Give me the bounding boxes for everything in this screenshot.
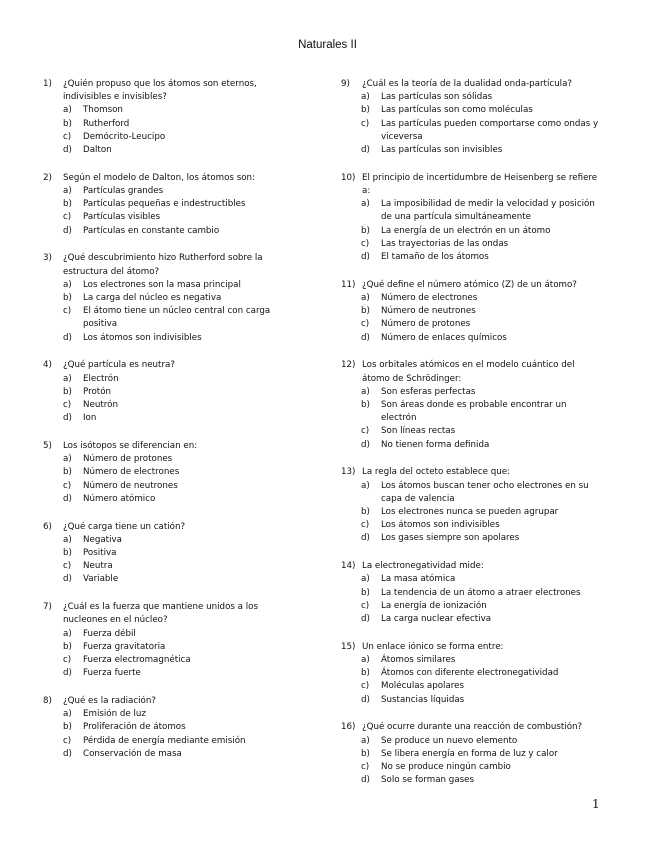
answer-option: [341, 144, 601, 157]
option-letter: b): [63, 199, 72, 210]
option-text: Las partículas pueden comportarse como ondas y viceversa: [381, 118, 599, 142]
option-letter: b): [361, 306, 370, 317]
answer-option: [43, 453, 283, 466]
option-text: Número de electrones: [83, 467, 180, 478]
answer-option: [43, 292, 283, 305]
option-text: Número de electrones: [381, 293, 478, 304]
answer-option: [341, 519, 601, 532]
option-text: Número de enlaces químicos: [381, 332, 507, 343]
answer-option: [341, 305, 601, 318]
question-item: [341, 359, 601, 451]
answer-option: [43, 573, 283, 586]
option-letter: c): [361, 426, 370, 437]
answer-option: [43, 493, 283, 506]
answer-option: [43, 104, 283, 117]
answer-option: [43, 708, 283, 721]
option-text: Partículas en constante cambio: [83, 225, 220, 236]
option-text: Proliferación de átomos: [83, 722, 186, 733]
question-header: [43, 440, 283, 453]
question-header: [43, 695, 283, 708]
question-number: 11): [341, 279, 356, 290]
option-text: Variable: [83, 574, 119, 585]
option-letter: d): [361, 332, 370, 343]
answer-option: [341, 667, 601, 680]
answer-option: [43, 735, 283, 748]
option-letter: c): [361, 762, 370, 773]
question-header: [341, 560, 601, 573]
question-number: 15): [341, 641, 356, 652]
question-text: La electronegatividad mide:: [362, 561, 484, 572]
option-text: Se produce un nuevo elemento: [381, 735, 518, 746]
option-letter: c): [63, 400, 72, 411]
option-letter: b): [361, 668, 370, 679]
answer-option: [341, 761, 601, 774]
question-header: [43, 252, 283, 278]
answer-option: [43, 225, 283, 238]
answer-option: [43, 185, 283, 198]
option-text: No tienen forma definida: [381, 439, 490, 450]
option-text: La carga nuclear efectiva: [381, 614, 492, 625]
option-letter: d): [63, 332, 72, 343]
page-title: Naturales II: [298, 39, 357, 51]
option-letter: c): [63, 655, 72, 666]
answer-option: [43, 279, 283, 292]
option-text: Número de protones: [381, 319, 471, 330]
option-text: Número de protones: [83, 454, 173, 465]
page-number: 1: [592, 797, 600, 811]
question-item: [43, 695, 283, 761]
question-text: ¿Cuál es la teoría de la dualidad onda-partícula?: [362, 79, 573, 89]
option-text: Las partículas son invisibles: [381, 145, 503, 156]
option-text: Los átomos son indivisibles: [381, 520, 500, 531]
option-text: Fuerza electromagnética: [83, 655, 191, 666]
answer-option: [341, 225, 601, 238]
option-text: Son líneas rectas: [381, 426, 456, 437]
option-letter: d): [63, 748, 72, 759]
question-item: [341, 279, 601, 345]
question-number: 16): [341, 722, 356, 733]
option-text: Rutherford: [83, 118, 130, 129]
option-letter: a): [63, 279, 72, 290]
answer-option: [341, 506, 601, 519]
answer-option: [43, 386, 283, 399]
option-letter: d): [361, 145, 370, 156]
question-text: ¿Qué es la radiación?: [63, 696, 156, 707]
answer-option: [341, 774, 601, 787]
option-text: Los gases siempre son apolares: [381, 533, 520, 544]
option-letter: b): [63, 548, 72, 559]
answer-option: [341, 573, 601, 586]
option-letter: d): [63, 668, 72, 679]
option-letter: c): [63, 480, 72, 491]
answer-option: [341, 425, 601, 438]
option-letter: a): [361, 92, 370, 103]
option-letter: a): [63, 373, 72, 384]
question-item: [43, 521, 283, 587]
option-text: Los electrones son la masa principal: [83, 279, 241, 290]
question-number: 1): [43, 79, 52, 89]
option-text: Son esferas perfectas: [381, 386, 476, 397]
question-text: Los isótopos se diferencian en:: [63, 441, 198, 452]
question-header: [341, 172, 601, 198]
option-text: Las partículas son sólidas: [381, 92, 493, 103]
answer-option: [341, 386, 601, 399]
option-letter: a): [361, 735, 370, 746]
question-text: ¿Quién propuso que los átomos son eternos, indivisibles e invisibles?: [63, 79, 257, 103]
answer-option: [341, 600, 601, 613]
option-letter: c): [63, 212, 72, 223]
option-letter: d): [361, 614, 370, 625]
option-letter: a): [63, 105, 72, 116]
option-letter: a): [361, 293, 370, 304]
answer-option: [341, 238, 601, 251]
option-letter: d): [361, 439, 370, 450]
question-text: Según el modelo de Dalton, los átomos son:: [63, 172, 255, 183]
question-item: [341, 721, 601, 787]
option-text: Conservación de masa: [83, 748, 182, 759]
option-text: Fuerza fuerte: [83, 668, 141, 679]
option-text: Electrón: [83, 373, 119, 384]
option-letter: a): [361, 386, 370, 397]
answer-option: [43, 399, 283, 412]
answer-option: [341, 104, 601, 117]
answer-option: [341, 399, 601, 425]
option-letter: a): [361, 655, 370, 666]
question-number: 3): [43, 253, 52, 264]
question-item: [43, 78, 283, 157]
question-number: 10): [341, 172, 356, 183]
answer-option: [43, 131, 283, 144]
answer-option: [43, 560, 283, 573]
answer-option: [341, 118, 601, 144]
option-text: Protón: [83, 386, 112, 397]
option-text: La tendencia de un átomo a atraer electrones: [381, 587, 581, 598]
question-item: [43, 601, 283, 680]
question-number: 13): [341, 467, 356, 478]
option-letter: c): [361, 118, 370, 129]
option-letter: b): [63, 118, 72, 129]
option-letter: c): [361, 238, 370, 249]
answer-option: [43, 547, 283, 560]
question-text: ¿Qué partícula es neutra?: [63, 360, 175, 371]
option-text: Demócrito-Leucipo: [83, 131, 166, 142]
option-letter: b): [361, 105, 370, 116]
question-number: 5): [43, 441, 52, 452]
question-item: [43, 252, 283, 344]
right-column: [341, 78, 601, 802]
question-item: [341, 560, 601, 626]
option-text: Número de neutrones: [381, 306, 476, 317]
answer-option: [43, 534, 283, 547]
option-text: Ion: [83, 413, 97, 424]
answer-option: [43, 641, 283, 654]
answer-option: [43, 211, 283, 224]
option-letter: c): [361, 319, 370, 330]
question-header: [341, 359, 601, 385]
question-item: [341, 78, 601, 157]
question-header: [43, 359, 283, 372]
option-text: Partículas grandes: [83, 186, 164, 197]
answer-option: [341, 292, 601, 305]
answer-option: [43, 480, 283, 493]
option-text: Pérdida de energía mediante emisión: [83, 735, 246, 746]
option-letter: b): [63, 293, 72, 304]
option-letter: a): [63, 534, 72, 545]
question-item: [43, 359, 283, 425]
option-letter: d): [63, 493, 72, 504]
option-text: Moléculas apolares: [381, 681, 465, 692]
option-text: Partículas pequeñas e indestructibles: [83, 199, 246, 210]
option-letter: d): [361, 694, 370, 705]
option-text: Las trayectorias de las ondas: [381, 238, 509, 249]
option-text: Partículas visibles: [83, 212, 161, 223]
option-text: Thomson: [83, 105, 123, 116]
option-text: Fuerza débil: [83, 628, 136, 639]
option-text: Fuerza gravitatoria: [83, 641, 166, 652]
question-header: [43, 521, 283, 534]
question-header: [43, 172, 283, 185]
question-number: 6): [43, 521, 52, 532]
answer-option: [43, 667, 283, 680]
question-item: [341, 466, 601, 545]
question-number: 8): [43, 696, 52, 707]
option-letter: a): [361, 199, 370, 210]
option-letter: b): [63, 386, 72, 397]
option-letter: d): [63, 413, 72, 424]
option-text: La carga del núcleo es negativa: [83, 293, 222, 304]
answer-option: [341, 480, 601, 506]
question-text: La regla del octeto establece que:: [362, 467, 511, 478]
answer-option: [341, 439, 601, 452]
option-text: La imposibilidad de medir la velocidad y posición de una partícula simultáneamente: [381, 199, 595, 223]
option-text: Los átomos son indivisibles: [83, 332, 202, 343]
option-text: Neutra: [83, 561, 113, 572]
answer-option: [43, 721, 283, 734]
option-letter: b): [361, 400, 370, 411]
option-text: Átomos similares: [381, 655, 456, 666]
option-letter: a): [361, 574, 370, 585]
answer-option: [43, 748, 283, 761]
option-letter: a): [361, 480, 370, 491]
option-text: Negativa: [83, 534, 122, 545]
option-text: Son áreas donde es probable encontrar un electrón: [381, 400, 567, 424]
answer-option: [341, 748, 601, 761]
option-text: Emisión de luz: [83, 709, 146, 720]
option-letter: b): [361, 587, 370, 598]
option-letter: b): [361, 748, 370, 759]
question-number: 14): [341, 561, 356, 572]
question-item: [341, 641, 601, 707]
answer-option: [341, 91, 601, 104]
option-text: No se produce ningún cambio: [381, 762, 511, 773]
question-header: [341, 279, 601, 292]
option-letter: c): [361, 600, 370, 611]
option-letter: b): [63, 641, 72, 652]
question-number: 9): [341, 79, 350, 89]
option-letter: a): [63, 628, 72, 639]
option-text: La energía de un electrón en un átomo: [381, 225, 551, 236]
answer-option: [43, 198, 283, 211]
answer-option: [341, 694, 601, 707]
answer-option: [43, 628, 283, 641]
question-item: [341, 172, 601, 264]
option-text: Sustancias líquidas: [381, 694, 465, 705]
answer-option: [43, 654, 283, 667]
question-text: ¿Qué ocurre durante una reacción de combustión?: [362, 722, 583, 733]
option-letter: d): [63, 225, 72, 236]
option-text: La energía de ionización: [381, 600, 487, 611]
option-letter: c): [63, 131, 72, 142]
option-letter: b): [63, 722, 72, 733]
option-letter: c): [63, 735, 72, 746]
question-text: ¿Qué define el número atómico (Z) de un átomo?: [362, 279, 577, 290]
question-header: [341, 78, 601, 91]
question-header: [43, 78, 283, 104]
answer-option: [43, 118, 283, 131]
answer-option: [43, 144, 283, 157]
answer-option: [341, 613, 601, 626]
answer-option: [341, 654, 601, 667]
option-letter: a): [63, 454, 72, 465]
option-letter: b): [361, 507, 370, 518]
option-text: Átomos con diferente electronegatividad: [381, 668, 559, 679]
question-number: 7): [43, 602, 52, 613]
option-letter: b): [361, 225, 370, 236]
option-letter: d): [361, 533, 370, 544]
option-text: Neutrón: [83, 400, 118, 411]
option-letter: c): [63, 306, 72, 317]
option-letter: c): [63, 561, 72, 572]
option-text: El átomo tiene un núcleo central con carga positiva: [83, 306, 271, 330]
answer-option: [43, 466, 283, 479]
option-letter: b): [63, 467, 72, 478]
answer-option: [341, 532, 601, 545]
option-letter: d): [63, 145, 72, 156]
option-text: Número de neutrones: [83, 480, 178, 491]
answer-option: [43, 332, 283, 345]
option-text: Se libera energía en forma de luz y calor: [381, 748, 558, 759]
option-letter: a): [63, 709, 72, 720]
option-text: Positiva: [83, 548, 117, 559]
answer-option: [341, 735, 601, 748]
question-text: ¿Cuál es la fuerza que mantiene unidos a los nucleones en el núcleo?: [63, 602, 259, 626]
option-letter: c): [361, 520, 370, 531]
question-header: [341, 466, 601, 479]
option-text: Solo se forman gases: [381, 775, 475, 786]
option-text: Dalton: [83, 145, 112, 156]
option-text: Número atómico: [83, 493, 156, 504]
answer-option: [341, 198, 601, 224]
answer-option: [341, 332, 601, 345]
question-header: [43, 601, 283, 627]
option-text: El tamaño de los átomos: [381, 252, 489, 263]
question-number: 2): [43, 172, 52, 183]
question-header: [341, 721, 601, 734]
option-letter: d): [361, 775, 370, 786]
answer-option: [341, 318, 601, 331]
option-letter: c): [361, 681, 370, 692]
answer-option: [43, 412, 283, 425]
question-text: ¿Qué descubrimiento hizo Rutherford sobre la estructura del átomo?: [63, 253, 263, 277]
option-letter: d): [63, 574, 72, 585]
question-text: Los orbitales atómicos en el modelo cuántico del átomo de Schrödinger:: [362, 360, 575, 384]
question-item: [43, 172, 283, 238]
left-column: [43, 78, 283, 776]
question-header: [341, 641, 601, 654]
question-number: 4): [43, 360, 52, 371]
option-text: Las partículas son como moléculas: [381, 105, 533, 116]
answer-option: [43, 373, 283, 386]
answer-option: [43, 305, 283, 331]
option-text: Los átomos buscan tener ocho electrones en su capa de valencia: [381, 480, 589, 504]
question-item: [43, 440, 283, 506]
option-text: Los electrones nunca se pueden agrupar: [381, 507, 559, 518]
question-number: 12): [341, 360, 356, 371]
question-text: El principio de incertidumbre de Heisenberg se refiere a:: [362, 172, 598, 197]
question-text: Un enlace iónico se forma entre:: [362, 641, 504, 652]
answer-option: [341, 587, 601, 600]
answer-option: [341, 680, 601, 693]
question-text: ¿Qué carga tiene un catión?: [63, 521, 186, 532]
option-letter: a): [63, 186, 72, 197]
option-letter: d): [361, 252, 370, 263]
option-text: La masa atómica: [381, 574, 456, 585]
answer-option: [341, 251, 601, 264]
